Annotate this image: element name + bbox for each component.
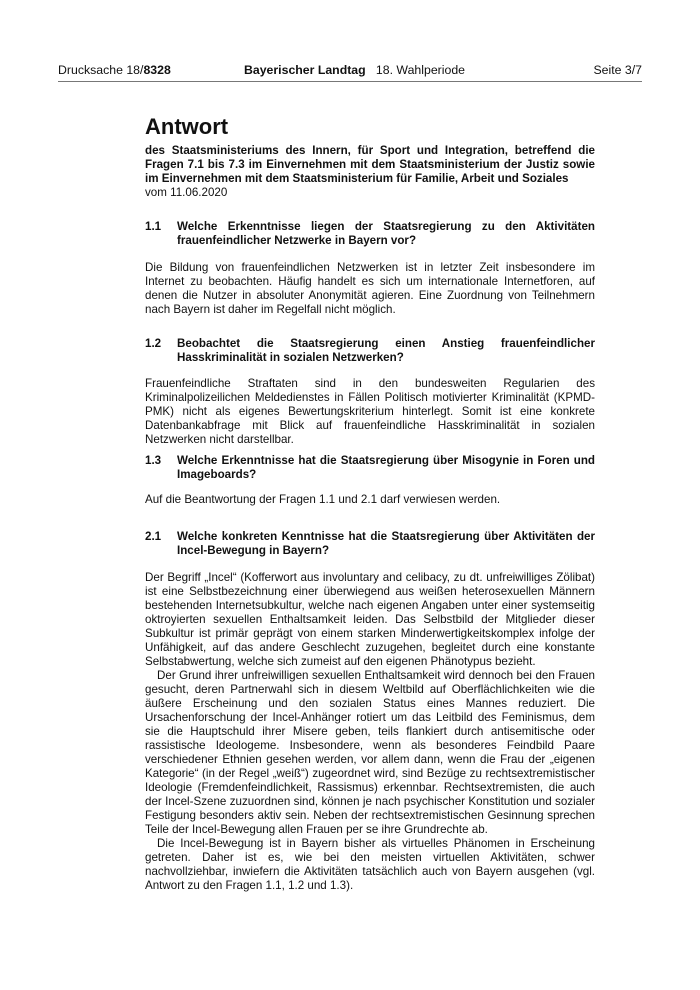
question-number: 1.1	[145, 220, 162, 233]
answer-paragraph: Der Begriff „Incel“ (Kofferwort aus involuntary and celibacy, zu dt. unfreiwilliges Zölibat) ist eine Selbstbezeichnung einer überwiegend aus weißen heterosexuellen Männern bestehenden Internetsubkultur, welche nach eigenen Angaben unter einer systemseitig oktroyierten sexuellen Enthaltsamkeit leiden. Das Selbstbild der Mitglieder dieser Subkultur ist primär geprägt von einem starken Minderwertigkeitskomplex infolge der Unfähigkeit, auf das andere Geschlecht zuzugehen, begleitet durch eine konstante Selbstabwertung, welche sich zumeist auf den eigenen Phänotypus bezieht.	[145, 571, 595, 668]
parliament-info	[244, 63, 465, 77]
answer-1-2	[145, 377, 595, 447]
question-1-1	[145, 220, 595, 248]
question-1-2	[145, 337, 595, 365]
answer-paragraph: Der Grund ihrer unfreiwilligen sexuellen Enthaltsamkeit wird dennoch bei den Frauen gesucht, deren Partnerwahl sich in diesem Weltbild auf Oberflächlichkeiten wie die äußere Erscheinung und den sozialen Status eines Mannes reduziert. Die Ursachenforschung der Incel-Anhänger rotiert um das Leitbild des Feminismus, dem sie die Hauptschuld ihrer Misere geben, teils flankiert durch antisemitische oder rassistische Ideologeme. Insbesondere, wenn als besonderes Feindbild Paare verschiedener Ethnien gesehen werden, vor allem dann, wenn die Frau der „eigenen Kategorie“ (in der Regel „weiß“) zugeordnet wird, sind Bezüge zu rechtsextremistischer Ideologie (Fremdenfeindlichkeit, Rassismus) erkennbar. Rechtsextremisten, die auch der Incel-Szene zuzuordnen sind, können je nach psychischer Konstitution und sozialer Festigung besonders aktiv sein. Neben der rechtsextremistischen Gesinnung sprechen Teile der Incel-Bewegung allen Frauen per se ihre Grundrechte ab.	[145, 669, 595, 836]
question-1-3	[145, 454, 595, 482]
intro-date: vom 11.06.2020	[145, 186, 228, 199]
answer-paragraph: Die Bildung von frauenfeindlichen Netzwerken ist in letzter Zeit insbesondere im Internet zu beobachten. Häufig handelt es sich um internationale Internetforen, auf denen die Nutzer in absoluter Anonymität agieren. Eine Zuordnung von Teilnehmern nach Bayern ist daher im Regelfall nicht möglich.	[145, 261, 595, 316]
page-title: Antwort	[145, 114, 229, 139]
answer-1-1	[145, 261, 595, 317]
answer-1-3	[145, 493, 595, 507]
question-text: Welche konkreten Kenntnisse hat die Staatsregierung über Aktivitäten der Incel-Bewegung in Bayern?	[177, 530, 595, 557]
question-number: 1.2	[145, 337, 162, 350]
question-text: Beobachtet die Staatsregierung einen Anstieg frauenfeindlicher Hasskriminalität in sozialen Netzwerken?	[177, 337, 595, 364]
answer-paragraph: Auf die Beantwortung der Fragen 1.1 und 2.1 darf verwiesen werden.	[145, 493, 501, 506]
question-text: Welche Erkenntnisse liegen der Staatsregierung zu den Aktivitäten frauenfeindlicher Netzwerke in Bayern vor?	[177, 220, 595, 247]
question-text: Welche Erkenntnisse hat die Staatsregierung über Misogynie in Foren und Imageboards?	[177, 454, 595, 481]
legislative-period: 18. Wahlperiode	[375, 63, 465, 77]
answer-intro	[145, 144, 595, 200]
document-number: Drucksache 18/8328	[58, 63, 171, 77]
answer-paragraph: Die Incel-Bewegung ist in Bayern bisher als virtuelles Phänomen in Erscheinung getreten. Daher ist es, wie bei den meisten virtuellen Aktivitäten, schwer nachvollziehbar, inwiefern die Aktivitäten tatsächlich auch von Bayern ausgehen (vgl. Antwort zu den Fragen 1.1, 1.2 und 1.3).	[145, 837, 595, 892]
question-number: 2.1	[145, 530, 162, 543]
intro-text: des Staatsministeriums des Innern, für Sport und Integration, betreffend die Fragen 7.1 bis 7.3 im Einvernehmen mit dem Staatsministerium der Justiz sowie im Einvernehmen mit dem Staatsministerium für Familie, Arbeit und Soziales	[145, 144, 595, 185]
page-number: Seite 3/7	[593, 63, 642, 77]
parliament-name: Bayerischer Landtag	[244, 63, 366, 77]
question-2-1	[145, 530, 595, 558]
page-header	[58, 63, 642, 82]
answer-2-1	[145, 571, 595, 893]
question-number: 1.3	[145, 454, 162, 467]
answer-paragraph: Frauenfeindliche Straftaten sind in den bundesweiten Regularien des Kriminalpolizeilichen Meldedienstes in Fällen Politisch motivierter Kriminalität (KPMD-PMK) nicht als eigenes Bewertungskriterium hinterlegt. Somit ist eine konkrete Datenbankabfrage mit Blick auf frauenfeindliche Hasskriminalität in sozialen Netzwerken nicht darstellbar.	[145, 377, 595, 446]
